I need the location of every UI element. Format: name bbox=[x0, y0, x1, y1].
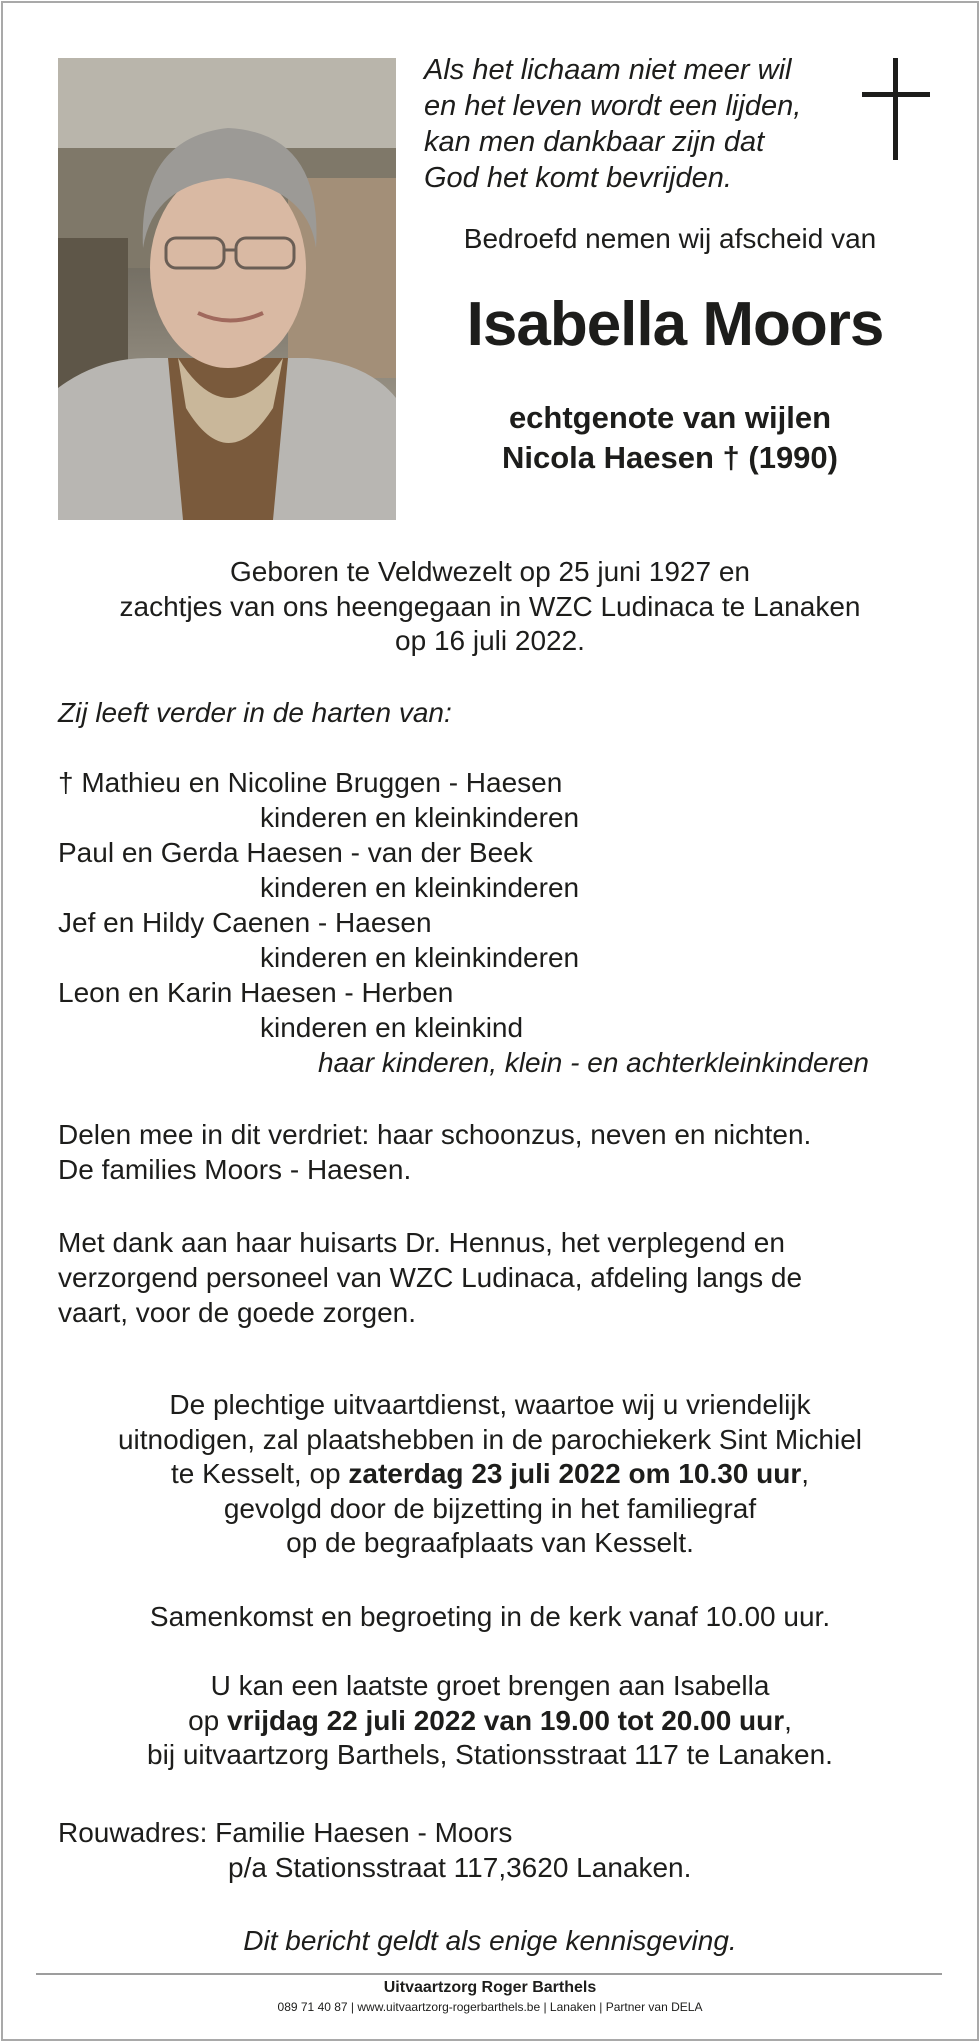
sharing-line: Delen mee in dit verdriet: haar schoonzus, neven en nichten. bbox=[58, 1119, 812, 1150]
thanks-line: vaart, voor de goede zorgen. bbox=[58, 1297, 417, 1328]
thanks-line: Met dank aan haar huisarts Dr. Hennus, het verplegend en bbox=[58, 1227, 785, 1258]
sharing-text bbox=[58, 1117, 958, 1187]
thanks-text bbox=[58, 1225, 958, 1330]
farewell-text: op bbox=[188, 1704, 227, 1736]
portrait-photo bbox=[58, 58, 396, 520]
service-text: , bbox=[801, 1458, 810, 1489]
birth-line: op 16 juli 2022. bbox=[395, 625, 585, 656]
service-line: gevolgd door de bijzetting in het familiegraf bbox=[223, 1492, 757, 1524]
birth-line: zachtjes van ons heengegaan in WZC Ludinaca te Lanaken bbox=[119, 590, 861, 622]
family-descendants: kinderen en kleinkinderen bbox=[260, 872, 580, 903]
service-line bbox=[40, 1457, 940, 1492]
farewell-text: , bbox=[784, 1704, 792, 1736]
poem-line: Als het lichaam niet meer wil bbox=[424, 54, 792, 86]
address-block bbox=[58, 1815, 958, 1885]
family-names: Leon en Karin Haesen - Herben bbox=[58, 977, 454, 1008]
service-line: op de begraafplaats van Kesselt. bbox=[286, 1527, 694, 1558]
family-names: Paul en Gerda Haesen - van der Beek bbox=[58, 837, 533, 868]
spouse-line: echtgenote van wijlen bbox=[508, 400, 832, 435]
family-descendants: kinderen en kleinkinderen bbox=[260, 802, 580, 833]
service-date: zaterdag 23 juli 2022 om 10.30 uur bbox=[348, 1458, 802, 1489]
lives-on-heading: Zij leeft verder in de harten van: bbox=[58, 697, 452, 728]
farewell-date: vrijdag 22 juli 2022 van 19.00 tot 20.00 uur bbox=[227, 1704, 785, 1736]
farewell-line: U kan een laatste groet brengen aan Isabella bbox=[210, 1670, 770, 1701]
family-descendants: kinderen en kleinkind bbox=[260, 1012, 524, 1043]
deceased-name: Isabella Moors bbox=[466, 290, 884, 359]
family-closing: haar kinderen, klein - en achterkleinkinderen bbox=[318, 1047, 869, 1078]
notice-text: Dit bericht geldt als enige kennisgeving. bbox=[243, 1925, 737, 1956]
farewell-info bbox=[40, 1669, 940, 1773]
service-line: De plechtige uitvaartdienst, waartoe wij u vriendelijk bbox=[169, 1389, 811, 1420]
gathering-text: Samenkomst en begroeting in de kerk vanaf 10.00 uur. bbox=[149, 1601, 831, 1632]
service-text: te Kesselt, op bbox=[170, 1458, 349, 1489]
thanks-line: verzorgend personeel van WZC Ludinaca, afdeling langs de bbox=[58, 1262, 803, 1293]
poem-line: kan men dankbaar zijn dat bbox=[424, 126, 765, 158]
farewell-line bbox=[40, 1704, 940, 1739]
poem-line: en het leven wordt een lijden, bbox=[424, 90, 802, 122]
family-names: Jef en Hildy Caenen - Haesen bbox=[58, 907, 432, 938]
service-line: uitnodigen, zal plaatshebben in de parochiekerk Sint Michiel bbox=[117, 1423, 863, 1455]
family-descendants: kinderen en kleinkinderen bbox=[260, 942, 580, 973]
footer-divider bbox=[36, 1973, 942, 1975]
intro-text: Bedroefd nemen wij afscheid van bbox=[463, 223, 877, 254]
family-names: † Mathieu en Nicoline Bruggen - Haesen bbox=[58, 767, 563, 798]
address-line: Rouwadres: Familie Haesen - Moors bbox=[58, 1817, 513, 1848]
spouse-info bbox=[410, 398, 930, 478]
spouse-line: Nicola Haesen † (1990) bbox=[501, 440, 838, 475]
farewell-line: bij uitvaartzorg Barthels, Stationsstraat 117 te Lanaken. bbox=[147, 1739, 833, 1770]
birth-line: Geboren te Veldwezelt op 25 juni 1927 en bbox=[230, 556, 750, 587]
service-info bbox=[40, 1388, 940, 1561]
poem bbox=[424, 52, 844, 196]
sharing-line: De families Moors - Haesen. bbox=[58, 1154, 412, 1185]
footer-info: 089 71 40 87 | www.uitvaartzorg-rogerbarthels.be | Lanaken | Partner van DELA bbox=[277, 2000, 703, 2014]
birth-death-info bbox=[40, 555, 940, 659]
footer-title: Uitvaartzorg Roger Barthels bbox=[383, 1979, 597, 1996]
cross-icon bbox=[862, 58, 930, 160]
poem-line: God het komt bevrijden. bbox=[424, 162, 732, 194]
family-list bbox=[58, 765, 958, 1080]
address-line: p/a Stationsstraat 117,3620 Lanaken. bbox=[228, 1852, 692, 1883]
